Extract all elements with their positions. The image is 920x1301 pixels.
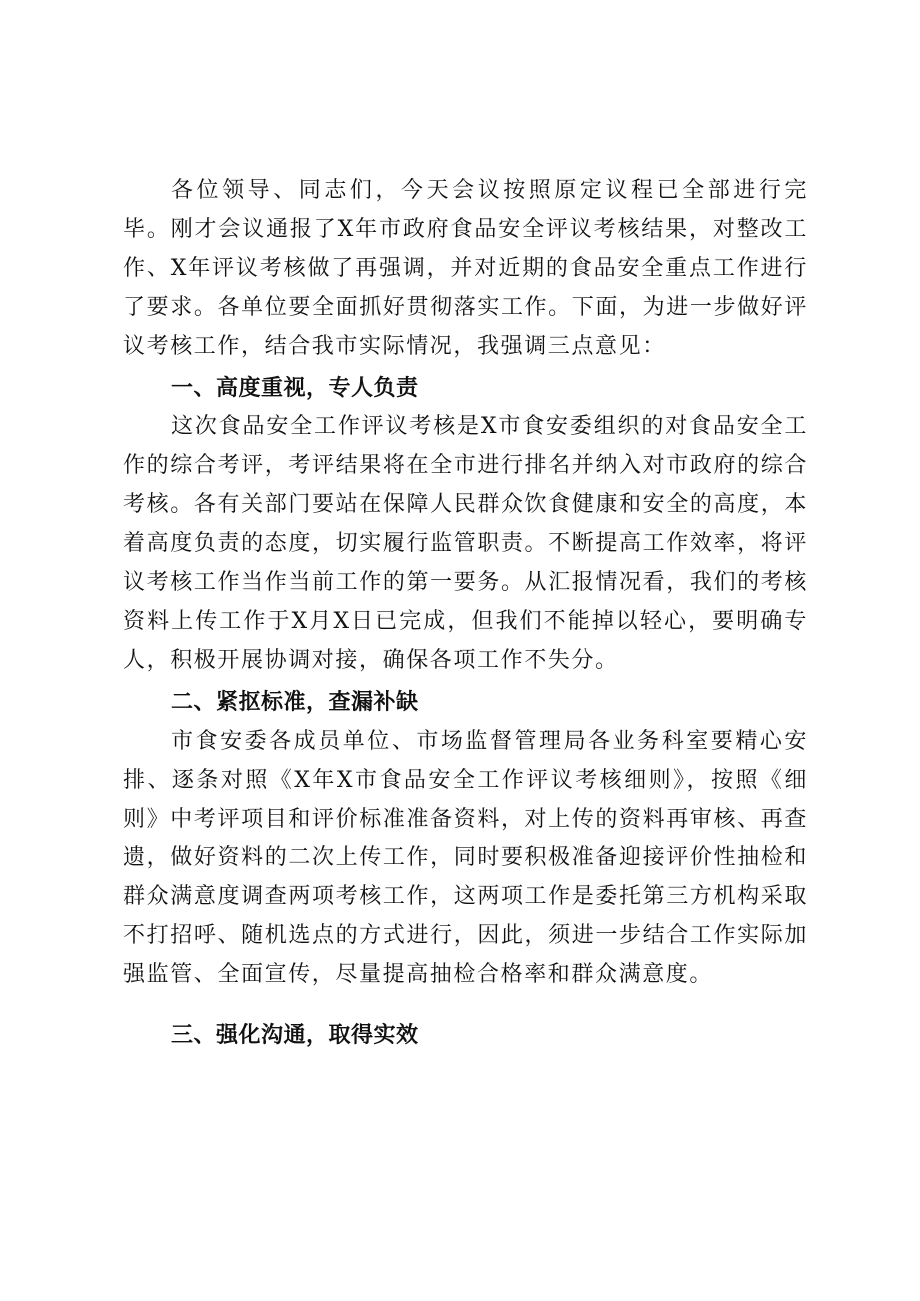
document-body: [123, 172, 808, 1056]
section-1-paragraph: 这次食品安全工作评议考核是X市食安委组织的对食品安全工作的综合考评，考评结果将在全市进行排名并纳入对市政府的综合考核。各有关部门要站在保障人民群众饮食健康和安全的高度，本着高度负责的态度，切实履行监管职责。不断提高工作效率，将评议考核工作当作当前工作的第一要务。从汇报情况看，我们的考核资料上传工作于X月X日已完成，但我们不能掉以轻心，要明确专人，积极开展协调对接，确保各项工作不失分。: [123, 414, 808, 673]
section-2-paragraph: 市食安委各成员单位、市场监督管理局各业务科室要精心安排、逐条对照《X年X市食品安全工作评议考核细则》，按照《细则》中考评项目和评价标准准备资料，对上传的资料再审核、再查遗，做好资料的二次上传工作，同时要积极准备迎接评价性抽检和群众满意度调查两项考核工作，这两项工作是委托第三方机构采取不打招呼、随机选点的方式进行，因此，须进一步结合工作实际加强监管、全面宣传，尽量提高抽检合格率和群众满意度。: [123, 728, 808, 988]
section-heading-2: 二、紧抠标准，查漏补缺: [171, 689, 419, 715]
intro-paragraph: 各位领导、同志们，今天会议按照原定议程已全部进行完毕。刚才会议通报了X年市政府食品安全评议考核结果，对整改工作、X年评议考核做了再强调，并对近期的食品安全重点工作进行了要求。各单位要全面抓好贯彻落实工作。下面，为进一步做好评议考核工作，结合我市实际情况，我强调三点意见：: [123, 178, 808, 359]
section-heading-3: 三、强化沟通，取得实效: [171, 1023, 419, 1049]
section-heading-1: 一、高度重视，专人负责: [171, 375, 419, 401]
